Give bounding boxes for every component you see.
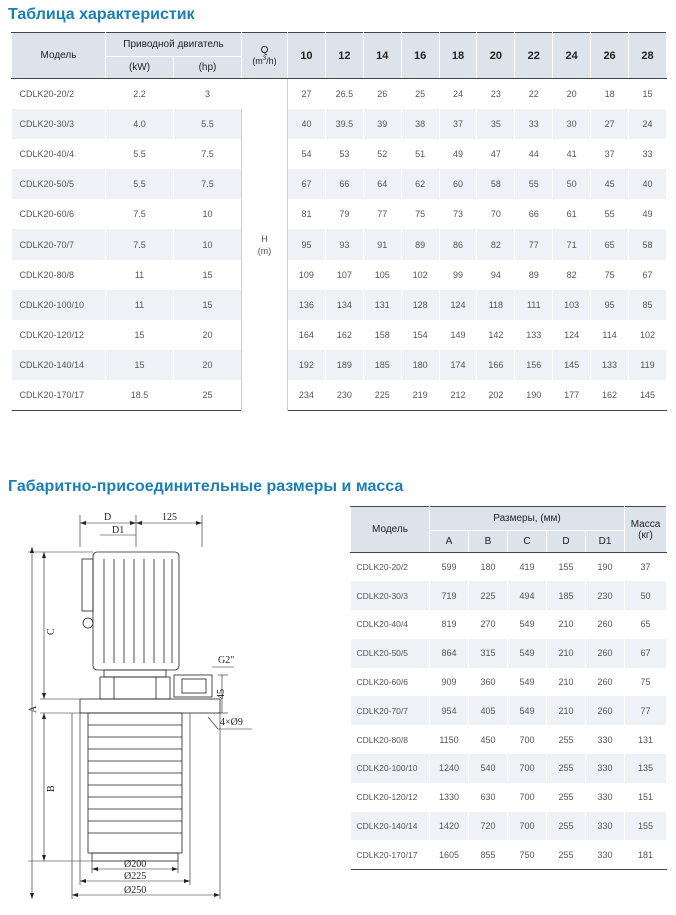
- cell-dimension: 855: [469, 840, 508, 869]
- cell-head: 212: [439, 380, 477, 410]
- cell-kw: 18.5: [106, 380, 174, 410]
- cell-model: CDLK20-30/3: [351, 581, 430, 610]
- cell-kw: 7.5: [106, 199, 174, 229]
- dim-col-mass-header: [625, 507, 667, 553]
- dim-col-header: D: [547, 531, 586, 553]
- cell-head: 86: [439, 229, 477, 259]
- cell-hp: 5.5: [174, 109, 242, 139]
- cell-dimension: 549: [508, 639, 547, 668]
- cell-head: 162: [591, 380, 629, 410]
- cell-head: 45: [591, 169, 629, 199]
- cell-head: 145: [629, 380, 667, 410]
- col-motor-header: Приводной двигатель: [106, 33, 242, 57]
- cell-head: 49: [629, 199, 667, 229]
- cell-head: 166: [477, 350, 515, 380]
- cell-head: 180: [401, 350, 439, 380]
- cell-model: CDLK20-40/4: [12, 139, 106, 169]
- cell-head: 58: [477, 169, 515, 199]
- table-row: [12, 260, 667, 290]
- cell-dimension: 270: [469, 610, 508, 639]
- q-label: Q: [260, 45, 269, 56]
- cell-mass: 37: [625, 553, 667, 582]
- cell-dimension: 260: [586, 610, 625, 639]
- cell-head: 133: [591, 350, 629, 380]
- cell-model: CDLK20-120/12: [351, 783, 430, 812]
- cell-dimension: 260: [586, 668, 625, 697]
- dim-label-d1: D1: [112, 525, 125, 536]
- cell-dimension: 360: [469, 668, 508, 697]
- cell-dimension: 260: [586, 639, 625, 668]
- cell-head: 89: [401, 229, 439, 259]
- cell-dimension: 700: [508, 783, 547, 812]
- cell-head: 164: [288, 320, 326, 350]
- cell-head: 99: [439, 260, 477, 290]
- cell-model: CDLK20-170/17: [351, 840, 430, 869]
- dim-label-d225: Ø225: [124, 871, 147, 882]
- h-label: H: [261, 233, 268, 244]
- cell-mass: 181: [625, 840, 667, 869]
- cell-dimension: 315: [469, 639, 508, 668]
- cell-head: 185: [363, 350, 401, 380]
- cell-head: 81: [288, 199, 326, 229]
- cell-head: 136: [288, 290, 326, 320]
- cell-dimension: 819: [430, 610, 469, 639]
- cell-dimension: 719: [430, 581, 469, 610]
- cell-model: CDLK20-140/14: [12, 350, 106, 380]
- cell-h-label: [242, 79, 288, 411]
- cell-head: 26: [363, 79, 401, 109]
- table-row: [12, 290, 667, 320]
- cell-head: 118: [477, 290, 515, 320]
- cell-head: 162: [325, 320, 363, 350]
- cell-head: 190: [515, 380, 553, 410]
- cell-dimension: 190: [586, 553, 625, 582]
- cell-dimension: 549: [508, 668, 547, 697]
- cell-model: CDLK20-50/5: [351, 639, 430, 668]
- table-row: [351, 581, 667, 610]
- cell-model: CDLK20-120/12: [12, 320, 106, 350]
- cell-head: 82: [553, 260, 591, 290]
- cell-head: 62: [401, 169, 439, 199]
- cell-head: 49: [439, 139, 477, 169]
- col-flow-header: 22: [515, 33, 553, 79]
- cell-dimension: 540: [469, 754, 508, 783]
- cell-dimension: 599: [430, 553, 469, 582]
- cell-head: 149: [439, 320, 477, 350]
- cell-mass: 135: [625, 754, 667, 783]
- dim-label-b: B: [46, 785, 57, 792]
- mounting-plate: [80, 699, 220, 713]
- cell-dimension: 405: [469, 696, 508, 725]
- cell-hp: 7.5: [174, 169, 242, 199]
- cell-head: 65: [591, 229, 629, 259]
- cell-mass: 65: [625, 610, 667, 639]
- cell-head: 82: [477, 229, 515, 259]
- table-row: [12, 199, 667, 229]
- cell-head: 89: [515, 260, 553, 290]
- cell-head: 73: [439, 199, 477, 229]
- cell-head: 102: [629, 320, 667, 350]
- cell-head: 154: [401, 320, 439, 350]
- cell-model: CDLK20-170/17: [12, 380, 106, 410]
- cell-head: 38: [401, 109, 439, 139]
- cell-mass: 77: [625, 696, 667, 725]
- cell-kw: 4.0: [106, 109, 174, 139]
- cell-hp: 15: [174, 290, 242, 320]
- cell-head: 50: [553, 169, 591, 199]
- cell-dimension: 630: [469, 783, 508, 812]
- cell-head: 77: [363, 199, 401, 229]
- cell-head: 71: [553, 229, 591, 259]
- table-row: [12, 350, 667, 380]
- cell-hp: 15: [174, 260, 242, 290]
- cell-head: 54: [288, 139, 326, 169]
- cell-dimension: 180: [469, 553, 508, 582]
- cell-model: CDLK20-40/4: [351, 610, 430, 639]
- cell-dimension: 1330: [430, 783, 469, 812]
- cell-hp: 7.5: [174, 139, 242, 169]
- cell-dimension: 330: [586, 840, 625, 869]
- table-row: [351, 668, 667, 697]
- cell-head: 174: [439, 350, 477, 380]
- cell-dimension: 864: [430, 639, 469, 668]
- cell-head: 39.5: [325, 109, 363, 139]
- cell-dimension: 909: [430, 668, 469, 697]
- cell-model: CDLK20-100/10: [351, 754, 430, 783]
- cell-head: 189: [325, 350, 363, 380]
- cell-dimension: 230: [586, 581, 625, 610]
- table-row: [12, 169, 667, 199]
- cell-mass: 151: [625, 783, 667, 812]
- pump-dimension-drawing: [22, 507, 262, 909]
- cell-dimension: 255: [547, 783, 586, 812]
- cell-hp: 3: [174, 79, 242, 109]
- cell-model: CDLK20-50/5: [12, 169, 106, 199]
- cell-dimension: 255: [547, 754, 586, 783]
- cell-dimension: 1420: [430, 812, 469, 841]
- table-row: [12, 229, 667, 259]
- cell-head: 33: [515, 109, 553, 139]
- cell-kw: 5.5: [106, 139, 174, 169]
- cell-dimension: 1150: [430, 725, 469, 754]
- dim-col-header: C: [508, 531, 547, 553]
- cell-head: 27: [288, 79, 326, 109]
- cell-dimension: 210: [547, 696, 586, 725]
- cell-dimension: 255: [547, 812, 586, 841]
- dim-col-header: D1: [586, 531, 625, 553]
- table-row: [12, 320, 667, 350]
- cell-head: 23: [477, 79, 515, 109]
- table-row: [351, 639, 667, 668]
- cell-head: 30: [553, 109, 591, 139]
- cell-head: 35: [477, 109, 515, 139]
- cell-hp: 10: [174, 199, 242, 229]
- cell-model: CDLK20-20/2: [351, 553, 430, 582]
- cell-head: 102: [401, 260, 439, 290]
- cell-model: CDLK20-80/8: [12, 260, 106, 290]
- cell-kw: 11: [106, 290, 174, 320]
- terminal-box: [82, 559, 93, 611]
- cell-dimension: 210: [547, 668, 586, 697]
- cell-head: 124: [553, 320, 591, 350]
- dim-label-g2: G2": [218, 655, 235, 666]
- cell-head: 142: [477, 320, 515, 350]
- col-hp-header: (hp): [174, 57, 242, 79]
- col-flow-header: 12: [325, 33, 363, 79]
- mass-unit: (кг): [638, 529, 653, 541]
- cell-head: 131: [363, 290, 401, 320]
- cell-dimension: 255: [547, 840, 586, 869]
- cell-mass: 131: [625, 725, 667, 754]
- col-flow-header: 16: [401, 33, 439, 79]
- cell-dimension: 700: [508, 754, 547, 783]
- cell-model: CDLK20-100/10: [12, 290, 106, 320]
- cell-head: 55: [515, 169, 553, 199]
- cell-kw: 15: [106, 320, 174, 350]
- h-unit: (m): [257, 245, 272, 256]
- cell-model: CDLK20-70/7: [12, 229, 106, 259]
- col-flow-header: 10: [288, 33, 326, 79]
- cell-dimension: 494: [508, 581, 547, 610]
- cell-model: CDLK20-140/14: [351, 812, 430, 841]
- col-flow-header: 24: [553, 33, 591, 79]
- cell-head: 27: [591, 109, 629, 139]
- cell-head: 77: [515, 229, 553, 259]
- table-row: [12, 109, 667, 139]
- cell-dimension: 954: [430, 696, 469, 725]
- cell-head: 202: [477, 380, 515, 410]
- cell-head: 95: [591, 290, 629, 320]
- cell-head: 66: [515, 199, 553, 229]
- motor-body: [93, 552, 179, 670]
- cell-dimension: 549: [508, 610, 547, 639]
- cell-head: 134: [325, 290, 363, 320]
- cell-dimension: 720: [469, 812, 508, 841]
- cell-model: CDLK20-30/3: [12, 109, 106, 139]
- cell-head: 40: [288, 109, 326, 139]
- cell-dimension: 1605: [430, 840, 469, 869]
- cell-head: 103: [553, 290, 591, 320]
- cell-head: 75: [401, 199, 439, 229]
- cell-kw: 7.5: [106, 229, 174, 259]
- cell-model: CDLK20-20/2: [12, 79, 106, 109]
- cell-head: 37: [591, 139, 629, 169]
- cell-head: 24: [439, 79, 477, 109]
- cell-head: 177: [553, 380, 591, 410]
- cell-dimension: 210: [547, 610, 586, 639]
- pump-neck: [100, 677, 170, 699]
- cell-hp: 20: [174, 350, 242, 380]
- cell-dimension: 549: [508, 696, 547, 725]
- cell-head: 18: [591, 79, 629, 109]
- table-row: [351, 610, 667, 639]
- cell-head: 33: [629, 139, 667, 169]
- cell-head: 95: [288, 229, 326, 259]
- dim-label-d250: Ø250: [124, 885, 147, 896]
- table-row: [12, 380, 667, 410]
- dim-label-45: 45: [216, 689, 227, 699]
- cell-head: 124: [439, 290, 477, 320]
- cell-head: 61: [553, 199, 591, 229]
- cell-head: 24: [629, 109, 667, 139]
- cell-model: CDLK20-60/6: [12, 199, 106, 229]
- col-q-header: [242, 33, 288, 79]
- cell-head: 44: [515, 139, 553, 169]
- cell-head: 145: [553, 350, 591, 380]
- table-row: [12, 139, 667, 169]
- cell-head: 55: [591, 199, 629, 229]
- col-kw-header: (kW): [106, 57, 174, 79]
- cell-dimension: 700: [508, 725, 547, 754]
- cell-head: 15: [629, 79, 667, 109]
- col-model-header: Модель: [12, 33, 106, 79]
- cell-mass: 50: [625, 581, 667, 610]
- table-row: [351, 725, 667, 754]
- cell-head: 156: [515, 350, 553, 380]
- cell-dimension: 750: [508, 840, 547, 869]
- cell-head: 66: [325, 169, 363, 199]
- dim-col-model-header: Модель: [351, 507, 430, 553]
- cell-dimension: 185: [547, 581, 586, 610]
- cell-head: 47: [477, 139, 515, 169]
- cell-head: 60: [439, 169, 477, 199]
- cell-head: 52: [363, 139, 401, 169]
- cell-dimension: 330: [586, 812, 625, 841]
- cell-dimension: 225: [469, 581, 508, 610]
- performance-table: [11, 32, 667, 411]
- cell-kw: 5.5: [106, 169, 174, 199]
- motor-fins: [104, 559, 172, 663]
- cell-dimension: 210: [547, 639, 586, 668]
- cell-kw: 15: [106, 350, 174, 380]
- table-row: [351, 783, 667, 812]
- cell-dimension: 260: [586, 696, 625, 725]
- cell-head: 234: [288, 380, 326, 410]
- cell-head: 40: [629, 169, 667, 199]
- cell-head: 58: [629, 229, 667, 259]
- cell-head: 70: [477, 199, 515, 229]
- table-row: [351, 696, 667, 725]
- cell-head: 225: [363, 380, 401, 410]
- pump-stages: [88, 713, 182, 853]
- cell-kw: 2.2: [106, 79, 174, 109]
- dim-col-header: A: [430, 531, 469, 553]
- dim-label-d200: Ø200: [124, 859, 147, 870]
- cell-model: CDLK20-60/6: [351, 668, 430, 697]
- mass-label: Масса: [630, 518, 661, 530]
- cell-head: 53: [325, 139, 363, 169]
- dim-label-125: 125: [162, 512, 177, 523]
- cell-head: 37: [439, 109, 477, 139]
- cell-head: 114: [591, 320, 629, 350]
- cell-dimension: 450: [469, 725, 508, 754]
- cell-kw: 11: [106, 260, 174, 290]
- cell-head: 39: [363, 109, 401, 139]
- cell-model: CDLK20-70/7: [351, 696, 430, 725]
- table-row: [351, 812, 667, 841]
- dim-label-a: A: [28, 705, 39, 713]
- cell-head: 91: [363, 229, 401, 259]
- cell-head: 105: [363, 260, 401, 290]
- cell-dimension: 330: [586, 725, 625, 754]
- q-unit: $(m^3/h)$: [252, 56, 277, 66]
- col-flow-header: 28: [629, 33, 667, 79]
- cell-head: 41: [553, 139, 591, 169]
- cell-head: 51: [401, 139, 439, 169]
- cell-mass: 75: [625, 668, 667, 697]
- cell-dimension: 700: [508, 812, 547, 841]
- cell-head: 111: [515, 290, 553, 320]
- cell-dimension: 419: [508, 553, 547, 582]
- cell-head: 128: [401, 290, 439, 320]
- dim-label-holes: 4×Ø9: [220, 717, 243, 728]
- dim-col-header: B: [469, 531, 508, 553]
- col-flow-header: 20: [477, 33, 515, 79]
- table-row: [351, 553, 667, 582]
- cell-head: 64: [363, 169, 401, 199]
- cell-head: 93: [325, 229, 363, 259]
- cell-head: 109: [288, 260, 326, 290]
- table-row: [351, 754, 667, 783]
- dim-label-d: D: [104, 512, 112, 523]
- cell-head: 85: [629, 290, 667, 320]
- cell-dimension: 330: [586, 783, 625, 812]
- dim-col-sizes-header: Размеры, (мм): [430, 507, 625, 531]
- col-flow-header: 14: [363, 33, 401, 79]
- dim-label-c: C: [46, 628, 57, 635]
- cell-head: 67: [629, 260, 667, 290]
- cell-mass: 155: [625, 812, 667, 841]
- cell-head: 67: [288, 169, 326, 199]
- cell-dimension: 155: [547, 553, 586, 582]
- cell-head: 26.5: [325, 79, 363, 109]
- cell-dimension: 330: [586, 754, 625, 783]
- stage-lines: [88, 725, 182, 833]
- table-row: [351, 840, 667, 869]
- table-row: [12, 79, 667, 109]
- cell-mass: 67: [625, 639, 667, 668]
- cell-head: 79: [325, 199, 363, 229]
- cell-hp: 25: [174, 380, 242, 410]
- cell-head: 107: [325, 260, 363, 290]
- cell-model: CDLK20-80/8: [351, 725, 430, 754]
- col-flow-header: 26: [591, 33, 629, 79]
- cell-head: 192: [288, 350, 326, 380]
- cell-head: 75: [591, 260, 629, 290]
- cell-hp: 10: [174, 229, 242, 259]
- cell-head: 20: [553, 79, 591, 109]
- cell-head: 219: [401, 380, 439, 410]
- cell-head: 25: [401, 79, 439, 109]
- dimensions-table-title: Габаритно-присоединительные размеры и масса: [8, 478, 404, 495]
- cell-head: 119: [629, 350, 667, 380]
- cell-dimension: 255: [547, 725, 586, 754]
- motor-flange: [104, 670, 166, 677]
- cell-head: 230: [325, 380, 363, 410]
- cell-hp: 20: [174, 320, 242, 350]
- cell-head: 133: [515, 320, 553, 350]
- dimensions-table: [350, 506, 667, 870]
- motor-lifting-eye: [83, 618, 93, 628]
- cell-dimension: 1240: [430, 754, 469, 783]
- performance-table-title: Таблица характеристик: [8, 6, 195, 23]
- cell-head: 94: [477, 260, 515, 290]
- col-flow-header: 18: [439, 33, 477, 79]
- cell-head: 158: [363, 320, 401, 350]
- cell-head: 22: [515, 79, 553, 109]
